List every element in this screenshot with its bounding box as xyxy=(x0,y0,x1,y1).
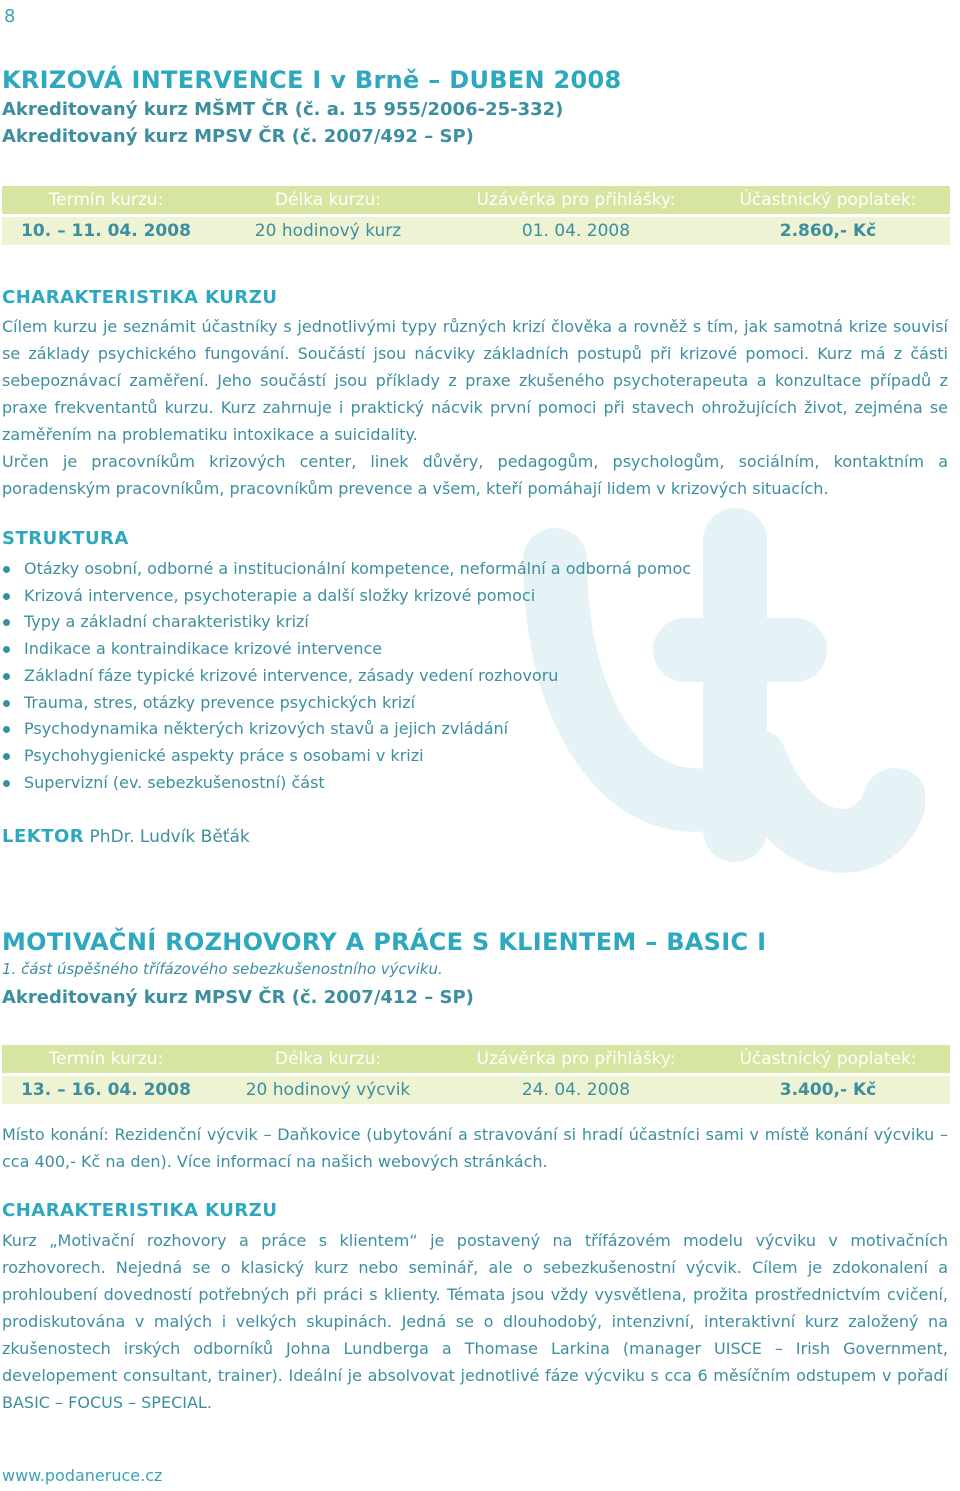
header-length: Délka kurzu: xyxy=(274,190,382,210)
list-item: Základní fáze typické krizové intervence, zásady vedení rozhovoru xyxy=(2,663,691,690)
course1-characteristics-text: Cílem kurzu je seznámit účastníky s jednotlivými typy různých krizí člověka a rovněž s tím, jak samotná krize souvisí se základy psychického fungování. Součástí jsou nácviky základních postupů při krizové pomoci. Kurz má z části sebepoznávací zaměření. Jeho součástí jsou příklady z praxe zkušeného psychoterapeuta a konzultace případů z praxe frekventantů kurzu. Kurz zahrnuje i praktický nácvik první pomoci při stavech ohrožujících život, zejména se zaměřením na problematiku intoxikace a suicidality. xyxy=(2,317,948,444)
length-value: 20 hodinový výcvik xyxy=(245,1080,411,1100)
structure-list xyxy=(2,556,691,796)
list-item: Otázky osobní, odborné a institucionální kompetence, neformální a odborná pomoc xyxy=(2,556,691,583)
lektor-label: LEKTOR xyxy=(2,826,85,847)
lektor xyxy=(2,826,250,847)
course1-accreditation-2: Akreditovaný kurz MPSV ČR (č. 2007/492 – SP) xyxy=(2,126,474,147)
header-fee: Účastnický poplatek: xyxy=(739,1049,917,1069)
length-value: 20 hodinový kurz xyxy=(254,221,402,241)
term-table-header xyxy=(2,1045,950,1073)
header-term: Termín kurzu: xyxy=(48,190,164,210)
list-item: Psychohygienické aspekty práce s osobami v krizi xyxy=(2,743,691,770)
deadline-value: 24. 04. 2008 xyxy=(521,1080,631,1100)
header-term: Termín kurzu: xyxy=(48,1049,164,1069)
header-length: Délka kurzu: xyxy=(274,1049,382,1069)
footer-url[interactable]: www.podaneruce.cz xyxy=(2,1466,163,1485)
course2-place-text: Místo konání: Rezidenční výcvik – Daňkovice (ubytování a stravování si hradí účastníci sami v místě konání výcviku – cca 400,- Kč na den). Více informací na našich webových stránkách. xyxy=(2,1125,948,1171)
course2-characteristics-title: CHARAKTERISTIKA KURZU xyxy=(2,1200,278,1221)
course1-target-text: Určen je pracovníkům krizových center, linek důvěry, pedagogům, psychologům, sociálním, kontaktním a poradenským pracovníkům, pracovníkům prevence a všem, kteří pomáhají lidem v krizových situacích. xyxy=(2,452,948,498)
term-value: 10. – 11. 04. 2008 xyxy=(21,221,191,241)
list-item: Supervizní (ev. sebezkušenostní) část xyxy=(2,770,691,797)
course2-subtitle: 1. část úspěšného třífázového sebezkušenostního výcviku. xyxy=(2,960,443,978)
header-fee: Účastnický poplatek: xyxy=(739,190,917,210)
list-item: Indikace a kontraindikace krizové intervence xyxy=(2,636,691,663)
course1-term-table xyxy=(2,186,950,245)
fee-value: 3.400,- Kč xyxy=(779,1080,877,1100)
lektor-name: PhDr. Ludvík Běťák xyxy=(84,827,250,847)
page-number: 8 xyxy=(4,6,16,27)
course2-title: MOTIVAČNÍ ROZHOVORY A PRÁCE S KLIENTEM – BASIC I xyxy=(2,928,767,956)
course1-title: KRIZOVÁ INTERVENCE I v Brně – DUBEN 2008 xyxy=(2,66,622,94)
course1-accreditation-1: Akreditovaný kurz MŠMT ČR (č. a. 15 955/2006-25-332) xyxy=(2,99,564,120)
term-value: 13. – 16. 04. 2008 xyxy=(21,1080,191,1100)
term-table-row xyxy=(2,217,950,245)
list-item: Typy a základní charakteristiky krizí xyxy=(2,609,691,636)
course2-characteristics-text: Kurz „Motivační rozhovory a práce s klientem“ je postavený na třífázovém modelu výcviku v motivačních rozhovorech. Nejedná se o klasický kurz nebo seminář, ale o sebezkušenostní výcvik. Cílem je zdokonalení a prohloubení dovedností potřebných při práci s klienty. Témata jsou vždy vysvětlena, prožita prostřednictvím cvičení, prodiskutována v malých i velkých skupinách. Jedná se o dlouhodobý, intenzivní, interaktivní kurz založený na zkušenostech irských odborníků Johna Lundberga a Thomase Larkina (manager UISCE – Irish Government, developement consultant, trainer). Ideální je absolvovat jednotlivé fáze výcviku s cca 6 měsíčním odstupem v pořadí BASIC – FOCUS – SPECIAL. xyxy=(2,1231,948,1412)
course1-characteristics-title: CHARAKTERISTIKA KURZU xyxy=(2,287,278,308)
term-table-header xyxy=(2,186,950,214)
fee-value: 2.860,- Kč xyxy=(779,221,877,241)
deadline-value: 01. 04. 2008 xyxy=(521,221,631,241)
header-deadline: Uzávěrka pro přihlášky: xyxy=(476,190,676,210)
course2-term-table xyxy=(2,1045,950,1104)
list-item: Krizová intervence, psychoterapie a další složky krizové pomoci xyxy=(2,583,691,610)
list-item: Psychodynamika některých krizových stavů a jejich zvládání xyxy=(2,716,691,743)
structure-title: STRUKTURA xyxy=(2,528,129,549)
header-deadline: Uzávěrka pro přihlášky: xyxy=(476,1049,676,1069)
list-item: Trauma, stres, otázky prevence psychických krizí xyxy=(2,690,691,717)
course2-accreditation: Akreditovaný kurz MPSV ČR (č. 2007/412 – SP) xyxy=(2,987,474,1008)
term-table-row xyxy=(2,1076,950,1104)
